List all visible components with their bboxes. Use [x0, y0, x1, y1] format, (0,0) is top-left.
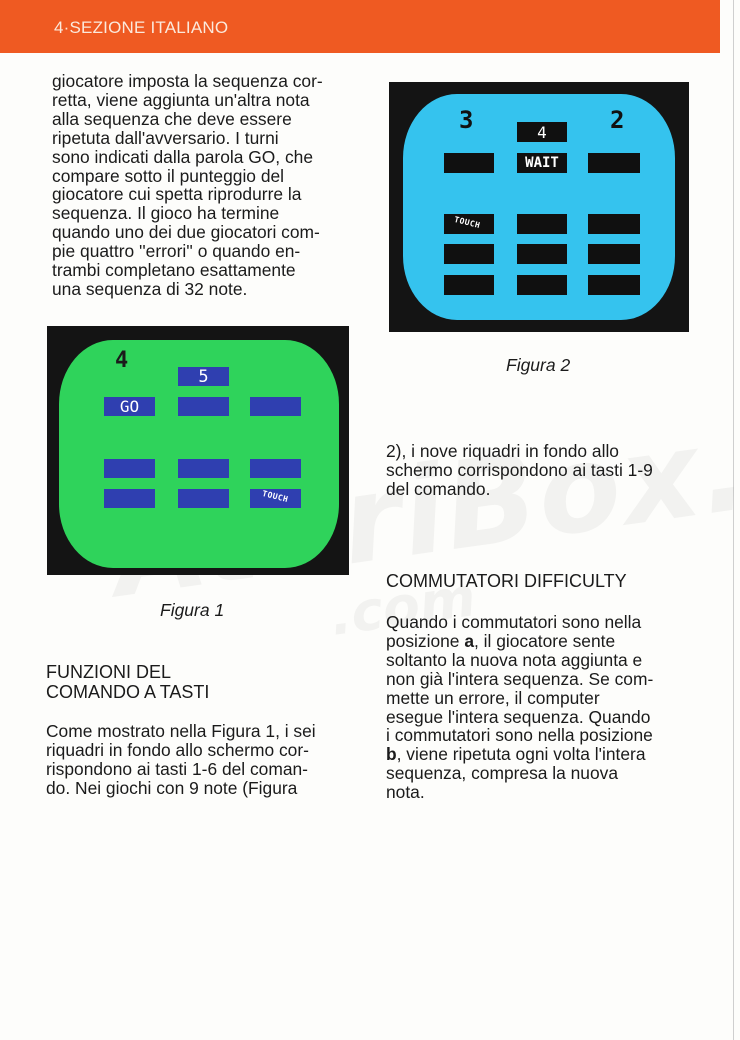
figure2-caption: Figura 2 [506, 355, 571, 375]
figure2-player2-box [588, 153, 640, 173]
figure2-screen [403, 94, 675, 320]
figure1-key-5 [178, 489, 229, 508]
text-line: schermo corrispondono ai tasti 1-9 [386, 459, 653, 480]
text-line: soltanto la nuova nota aggiunta e [386, 649, 643, 670]
figure2-left-score: 3 [459, 106, 474, 134]
figure1-player-box-3 [250, 397, 301, 416]
text-line: giocatore cui spetta riprodurre la [52, 184, 302, 205]
figure1-touch-label: TOUCH [261, 488, 290, 505]
text-line: b, viene ripetuta ogni volta l'intera [386, 744, 646, 765]
text-line: i commutatori sono nella posizione [386, 725, 653, 746]
figure2-key-6 [588, 244, 640, 264]
figure1-go-box [104, 397, 155, 416]
figure2-touch-label: TOUCH [453, 214, 482, 231]
text-line: riquadri in fondo allo schermo cor- [46, 739, 309, 760]
heading-line: FUNZIONI DEL [46, 662, 172, 682]
text-line: Come mostrato nella Figura 1, i sei [46, 721, 316, 741]
text-line: trambi completano esattamente [52, 260, 296, 281]
text-line: esegue l'intera sequenza. Quando [386, 706, 651, 727]
figure2-wait-label: WAIT [525, 155, 559, 171]
figure2-key-7 [444, 275, 494, 295]
text-line: retta, viene aggiunta un'altra nota [52, 89, 310, 110]
text-line: compare sotto il punteggio del [52, 165, 285, 186]
figure2-key-8 [517, 275, 567, 295]
text-line: sequenza, compresa la nuova [386, 763, 619, 784]
text-line: del comando. [386, 478, 491, 499]
text-line: rispondono ai tasti 1-6 del coman- [46, 758, 308, 779]
figure2-key-2 [517, 214, 567, 234]
text-line: do. Nei giochi con 9 note (Figura [46, 777, 298, 798]
figure2-right-score: 2 [610, 106, 625, 134]
figure1-screenshot [47, 326, 349, 575]
figure2-key-9 [588, 275, 640, 295]
difficulty-heading: COMMUTATORI DIFFICULTY [386, 571, 627, 591]
text-line: mette un errore, il computer [386, 687, 600, 708]
intro-paragraph [52, 72, 362, 299]
figure1-key-3 [250, 459, 301, 478]
text-line: non già l'intera sequenza. Se com- [386, 668, 654, 689]
keys-paragraph [46, 722, 356, 798]
figure2-center-score-box [517, 122, 567, 142]
figure2-center-score: 4 [537, 122, 547, 142]
text-line: Quando i commutatori sono nella [386, 612, 642, 632]
text-line: giocatore imposta la sequenza cor- [52, 71, 323, 91]
figure2-key-4 [444, 244, 494, 264]
figure1-key-6 [250, 489, 301, 508]
figure2-key-1 [444, 214, 494, 234]
figure1-center-score: 5 [198, 366, 209, 387]
text-line: sequenza. Il gioco ha termine [52, 203, 280, 224]
figure1-center-score-box [178, 367, 229, 386]
figure1-screen [59, 340, 339, 568]
figure1-caption: Figura 1 [160, 600, 225, 620]
figure2-key-3 [588, 214, 640, 234]
figure2-player1-box [444, 153, 494, 173]
figure1-left-score: 4 [115, 348, 129, 373]
section-header-label: 4·SEZIONE ITALIANO [54, 18, 229, 37]
figure1-player-box-2 [178, 397, 229, 416]
figure1-key-2 [178, 459, 229, 478]
figure2-key-5 [517, 244, 567, 264]
figure1-go-label: GO [119, 397, 140, 416]
text-line: nota. [386, 782, 425, 803]
text-line: alla sequenza che deve essere [52, 108, 292, 129]
text-line: 2), i nove riquadri in fondo allo [386, 441, 619, 461]
text-line: pie quattro ''errori'' o quando en- [52, 241, 301, 262]
figure1-key-4 [104, 489, 155, 508]
figure2-wait-box [517, 153, 567, 173]
continuation-paragraph [386, 442, 706, 499]
text-line: quando uno dei due giocatori com- [52, 222, 320, 243]
text-line: ripetuta dall'avversario. I turni [52, 127, 279, 148]
keys-heading [46, 662, 209, 702]
section-header-bar [0, 0, 720, 53]
difficulty-paragraph [386, 613, 706, 802]
figure1-key-1 [104, 459, 155, 478]
figure2-screenshot [389, 82, 689, 332]
text-line: sono indicati dalla parola GO, che [52, 146, 314, 167]
text-line: una sequenza di 32 note. [52, 278, 248, 299]
heading-line: COMANDO A TASTI [46, 682, 210, 702]
text-line: posizione a, il giocatore sente [386, 630, 616, 651]
